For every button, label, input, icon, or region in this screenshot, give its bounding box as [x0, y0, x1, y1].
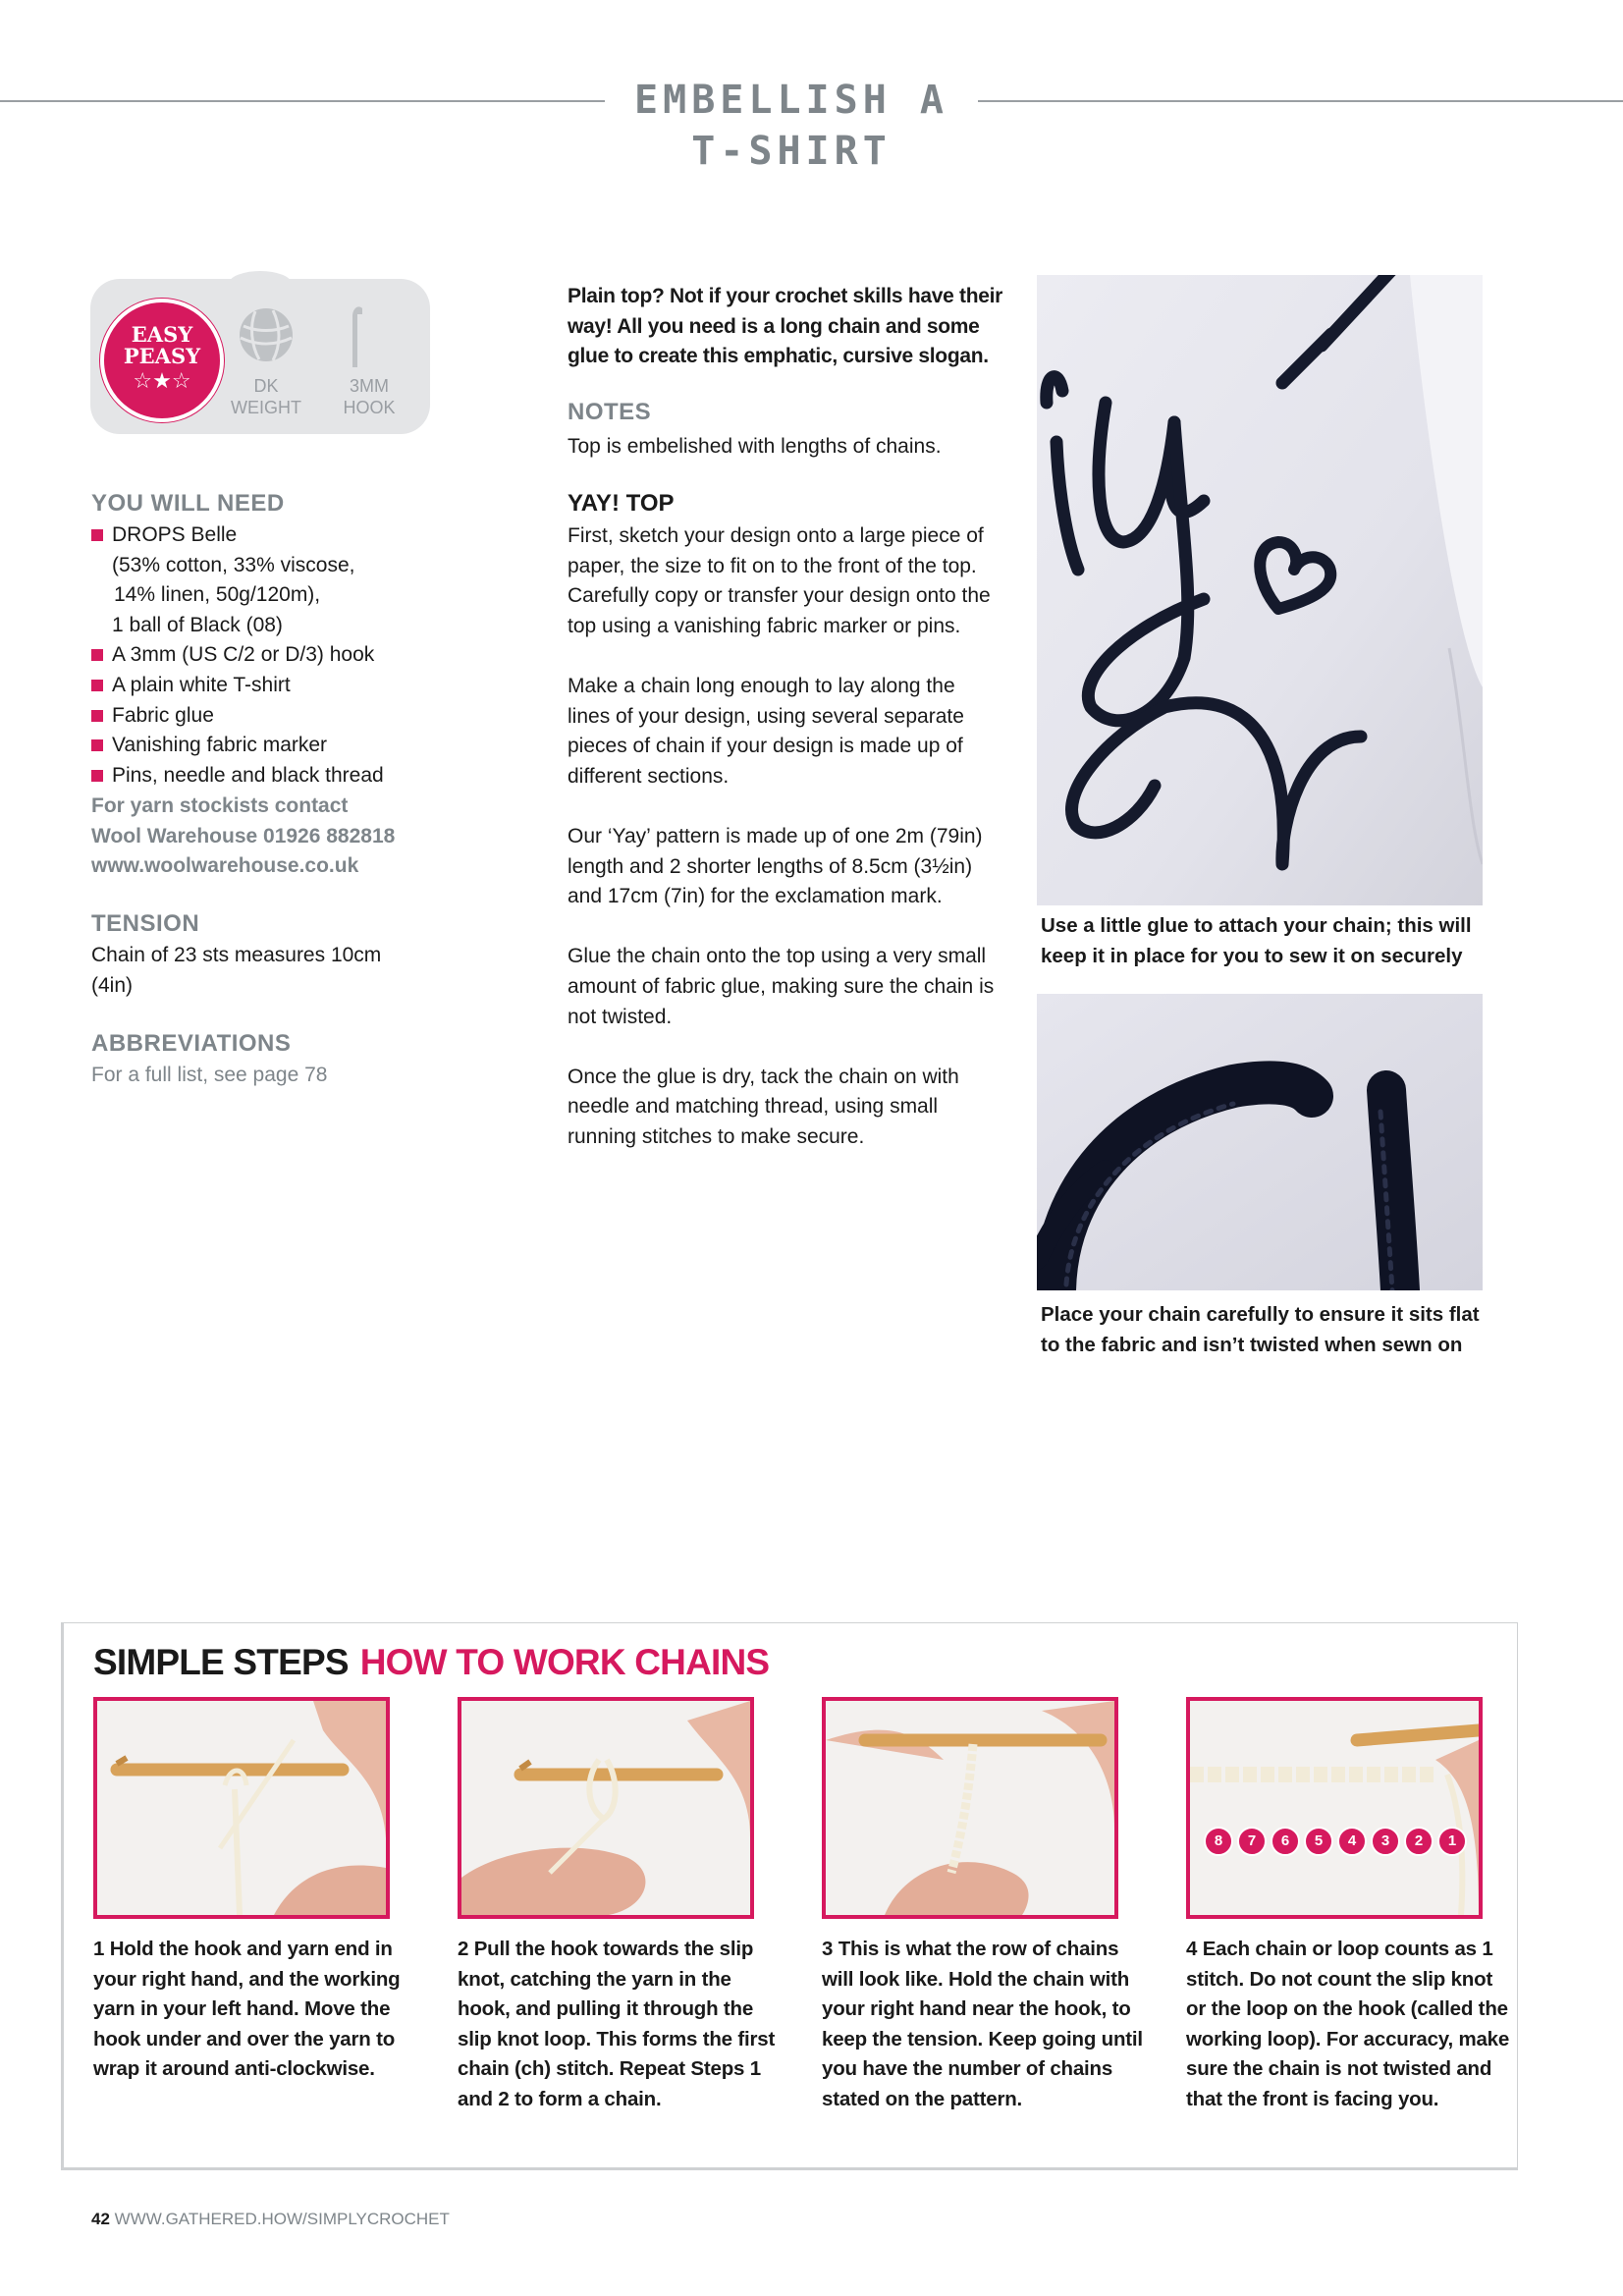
list-item [91, 761, 464, 792]
simple-steps-label: SIMPLE STEPS [93, 1642, 349, 1682]
step-instruction: This is what the row of chains will look like. Hold the chain with your right hand near the hook, to keep the tension. Keep going until you have the number of chains stated on the pattern. [822, 1938, 1143, 2110]
stockist-phone: Wool Warehouse 01926 882818 [91, 824, 396, 847]
tension-heading: TENSION [91, 910, 200, 937]
chain-count-markers [1204, 1827, 1475, 1856]
weight-label [224, 375, 308, 418]
step1-photo [93, 1697, 390, 1919]
step2-photo [458, 1697, 754, 1919]
step2-text [458, 1935, 782, 2115]
list-item [91, 701, 464, 732]
intro-paragraph: Plain top? Not if your crochet skills have their way! All you need is a long chain and some glue to create this emphatic, cursive slogan. [568, 285, 1003, 368]
materials-list [91, 520, 464, 791]
material-pins: Pins, needle and black thread [112, 763, 384, 787]
instruction-paragraph: Once the glue is dry, tack the chain on with needle and matching thread, using small running stitches to make secure. [568, 1065, 959, 1148]
bullet-square-icon [91, 529, 103, 541]
weight-label-line2: WEIGHT [231, 398, 301, 417]
chain-number-marker: 4 [1337, 1827, 1367, 1856]
step-number: 1 [93, 1938, 105, 1960]
bullet-square-icon [91, 739, 103, 751]
material-marker: Vanishing fabric marker [112, 734, 328, 757]
page-section-title: EMBELLISH A T-SHIRT [634, 78, 948, 174]
step1-text [93, 1935, 417, 2085]
material-yarn-detail: (53% cotton, 33% viscose, [112, 553, 355, 576]
step-number: 2 [458, 1938, 469, 1960]
chain-number-marker: 5 [1304, 1827, 1333, 1856]
rating-line1: EASY [131, 322, 193, 347]
rating-line2: PEASY [123, 344, 201, 368]
yay-top-heading: YAY! TOP [568, 490, 675, 517]
bullet-square-icon [91, 710, 103, 722]
rating-stars: ☆★☆ [133, 369, 191, 394]
hook-label-line2: HOOK [343, 398, 396, 417]
step-instruction: Pull the hook towards the slip knot, catching the yarn in the hook, and pulling it through the slip knot loop. This forms the first chain (ch) stitch. Repeat Steps 1 and 2 to form a chain. [458, 1938, 776, 2110]
list-item [91, 731, 464, 761]
list-item [91, 520, 464, 640]
stockist-website-link[interactable]: www.woolwarehouse.co.uk [91, 854, 359, 878]
abbreviations-text: For a full list, see page 78 [91, 1064, 328, 1086]
photo2-caption: Place your chain carefully to ensure it sits flat to the fabric and isn’t twisted when sewn on [1041, 1303, 1480, 1356]
bullet-square-icon [91, 680, 103, 691]
yay-top-instructions [568, 521, 1000, 1152]
step-instruction: Each chain or loop counts as 1 stitch. Do not count the slip knot or the loop on the hook (called the working loop). For accuracy, make sure the chain is not twisted and that the front is facing you. [1186, 1938, 1510, 2110]
yarn-ball-icon [238, 306, 295, 363]
chain-number-marker: 2 [1404, 1827, 1434, 1856]
instruction-paragraph: Make a chain long enough to lay along the lines of your design, using several separate pieces of chain if your design is made up of different sections. [568, 674, 964, 788]
list-item [91, 671, 464, 701]
bullet-square-icon [91, 770, 103, 782]
step4-text [1186, 1935, 1510, 2115]
page-number: 42 [91, 2210, 110, 2228]
you-will-need-heading: YOU WILL NEED [91, 490, 285, 517]
material-yarn-name: DROPS Belle [112, 523, 238, 546]
tension-text: Chain of 23 sts measures 10cm (4in) [91, 944, 382, 997]
step3-text [822, 1935, 1146, 2115]
material-hook: A 3mm (US C/2 or D/3) hook [112, 643, 375, 667]
material-tshirt: A plain white T-shirt [112, 673, 291, 696]
step-instruction: Hold the hook and yarn end in your right hand, and the working yarn in your left hand. Move the hook under and over the yarn to wrap it around anti-clockwise. [93, 1938, 401, 2081]
list-item [91, 640, 464, 671]
hook-label [330, 375, 408, 418]
abbreviations-heading: ABBREVIATIONS [91, 1030, 292, 1057]
instruction-paragraph: Glue the chain onto the top using a very small amount of fabric glue, making sure the chain is not twisted. [568, 945, 995, 1028]
bullet-square-icon [91, 649, 103, 661]
chain-number-marker: 7 [1237, 1827, 1267, 1856]
footer-website-link[interactable]: WWW.GATHERED.HOW/SIMPLYCROCHET [114, 2210, 450, 2228]
chain-number-marker: 6 [1271, 1827, 1300, 1856]
easy-peasy-rating [100, 299, 224, 422]
header-rule-left [0, 100, 605, 102]
instruction-paragraph: Our ‘Yay’ pattern is made up of one 2m (79in) length and 2 shorter lengths of 8.5cm (3½in) and 17cm (7in) for the exclamation mark. [568, 824, 983, 908]
chain-number-marker: 8 [1204, 1827, 1233, 1856]
simple-steps-subject: HOW TO WORK CHAINS [359, 1642, 770, 1682]
chain-number-marker: 1 [1437, 1827, 1467, 1856]
crochet-hook-icon [344, 302, 367, 367]
header-rule-right [978, 100, 1623, 102]
notes-heading: NOTES [568, 399, 652, 425]
material-yarn-detail: 14% linen, 50g/120m), [114, 583, 321, 607]
chain-number-marker: 3 [1371, 1827, 1400, 1856]
material-yarn-detail: 1 ball of Black (08) [112, 613, 283, 636]
stockist-line: For yarn stockists contact [91, 794, 349, 817]
notes-text: Top is embelished with lengths of chains. [568, 435, 942, 458]
step-number: 3 [822, 1938, 834, 1960]
step3-photo [822, 1697, 1118, 1919]
tshirt-closeup-photo [1037, 275, 1483, 905]
page-footer [91, 2210, 450, 2229]
hook-label-line1: 3MM [350, 376, 389, 396]
step-number: 4 [1186, 1938, 1198, 1960]
chain-closeup-photo [1037, 994, 1483, 1290]
step4-photo [1186, 1697, 1483, 1919]
material-glue: Fabric glue [112, 703, 214, 727]
photo1-caption: Use a little glue to attach your chain; this will keep it in place for you to sew it on securely [1041, 914, 1472, 967]
instruction-paragraph: First, sketch your design onto a large piece of paper, the size to fit on to the front of the top. Carefully copy or transfer your design onto the top using a vanishing fabric marker or pins. [568, 524, 991, 637]
simple-steps-title [93, 1635, 769, 1690]
stockist-info [91, 792, 484, 882]
weight-label-line1: DK [253, 376, 279, 396]
